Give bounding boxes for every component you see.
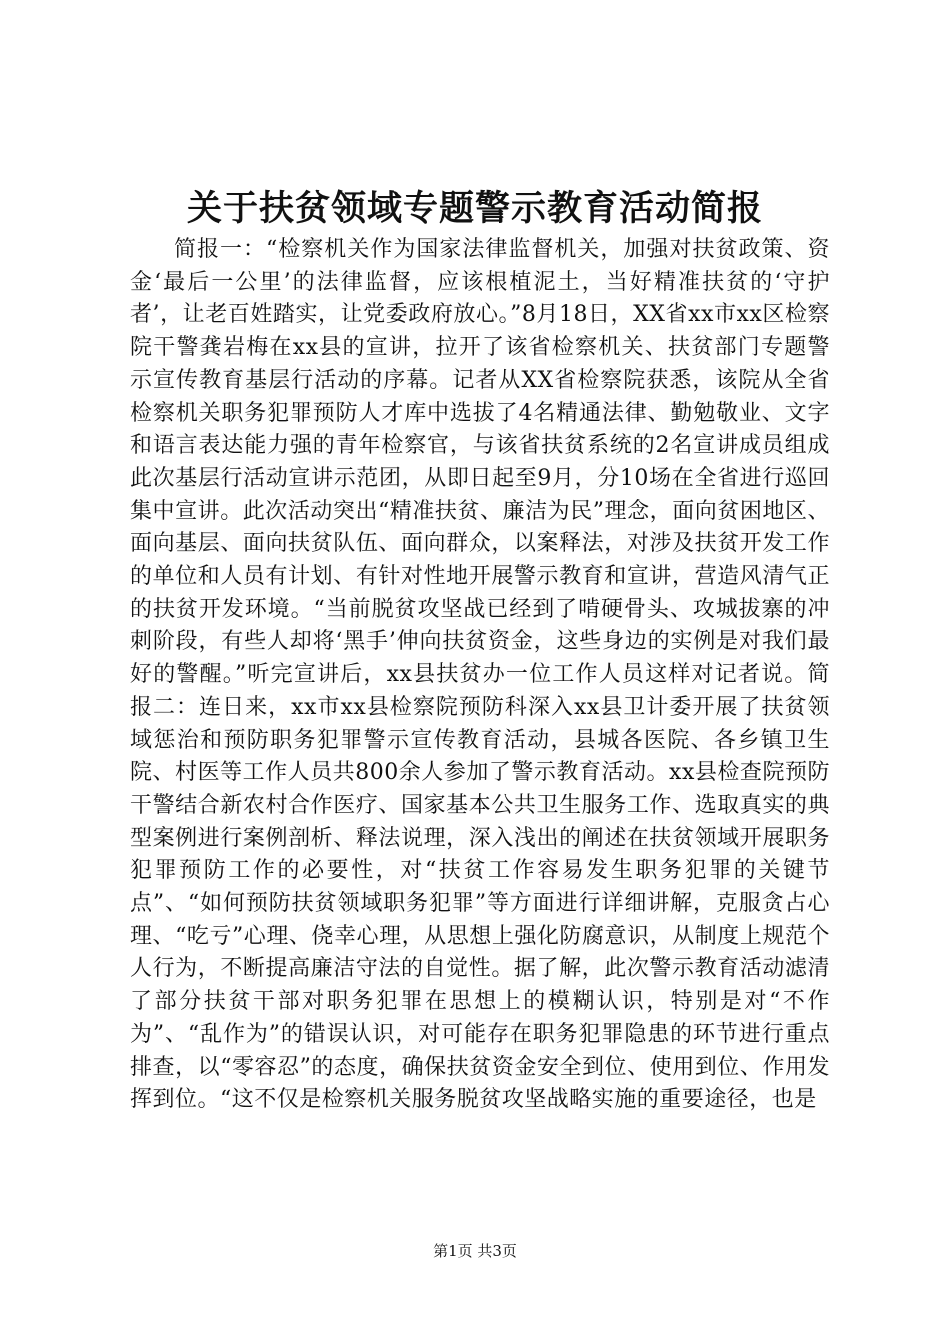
page-footer: 第1页 共3页 xyxy=(433,1242,517,1260)
document-body: 简报一：“检察机关作为国家法律监督机关，加强对扶贫政策、资金‘最后一公里’的法律监督，应该根植泥土，当好精准扶贫的‘守护者’，让老百姓踏实，让党委政府放心。”8月18日，XX省xx市xx区检察院干警龚岩梅在xx县的宣讲，拉开了该省检察机关、扶贫部门专题警示宣传教育基层行活动的序幕。记者从XX省检察院获悉，该院从全省检察机关职务犯罪预防人才库中选拔了4名精通法律、勤勉敬业、文字和语言表达能力强的青年检察官，与该省扶贫系统的2名宣讲成员组成此次基层行活动宣讲示范团，从即日起至9月，分10场在全省进行巡回集中宣讲。此次活动突出“精准扶贫、廉洁为民”理念，面向贫困地区、面向基层、面向扶贫队伍、面向群众，以案释法，对涉及扶贫开发工作的单位和人员有计划、有针对性地开展警示教育和宣讲，营造风清气正的扶贫开发环境。“当前脱贫攻坚战已经到了啃硬骨头、攻城拔寨的冲刺阶段，有些人却将‘黑手’伸向扶贫资金，这些身边的实例是对我们最好的警醒。”听完宣讲后，xx县扶贫办一位工作人员这样对记者说。简报二：连日来，xx市xx县检察院预防科深入xx县卫计委开展了扶贫领域惩治和预防职务犯罪警示宣传教育活动，县城各医院、各乡镇卫生院、村医等工作人员共800余人参加了警示教育活动。xx县检查院预防干警结合新农村合作医疗、国家基本公共卫生服务工作、选取真实的典型案例进行案例剖析、释法说理，深入浅出的阐述在扶贫领域开展职务犯罪预防工作的必要性，对“扶贫工作容易发生职务犯罪的关键节点”、“如何预防扶贫领域职务犯罪”等方面进行详细讲解，克服贪占心理、“吃亏”心理、侥幸心理，从思想上强化防腐意识，从制度上规范个人行为，不断提高廉洁守法的自觉性。据了解，此次警示教育活动滤清了部分扶贫干部对职务犯罪在思想上的模糊认识，特别是对“不作为”、“乱作为”的错误认识，对可能存在职务犯罪隐患的环节进行重点排查，以“零容忍”的态度，确保扶贫资金安全到位、使用到位、作用发挥到位。“这不仅是检察机关服务脱贫攻坚战略实施的重要途径，也是 xyxy=(130,237,830,1113)
document-title: 关于扶贫领域专题警示教育活动简报 xyxy=(186,188,763,229)
